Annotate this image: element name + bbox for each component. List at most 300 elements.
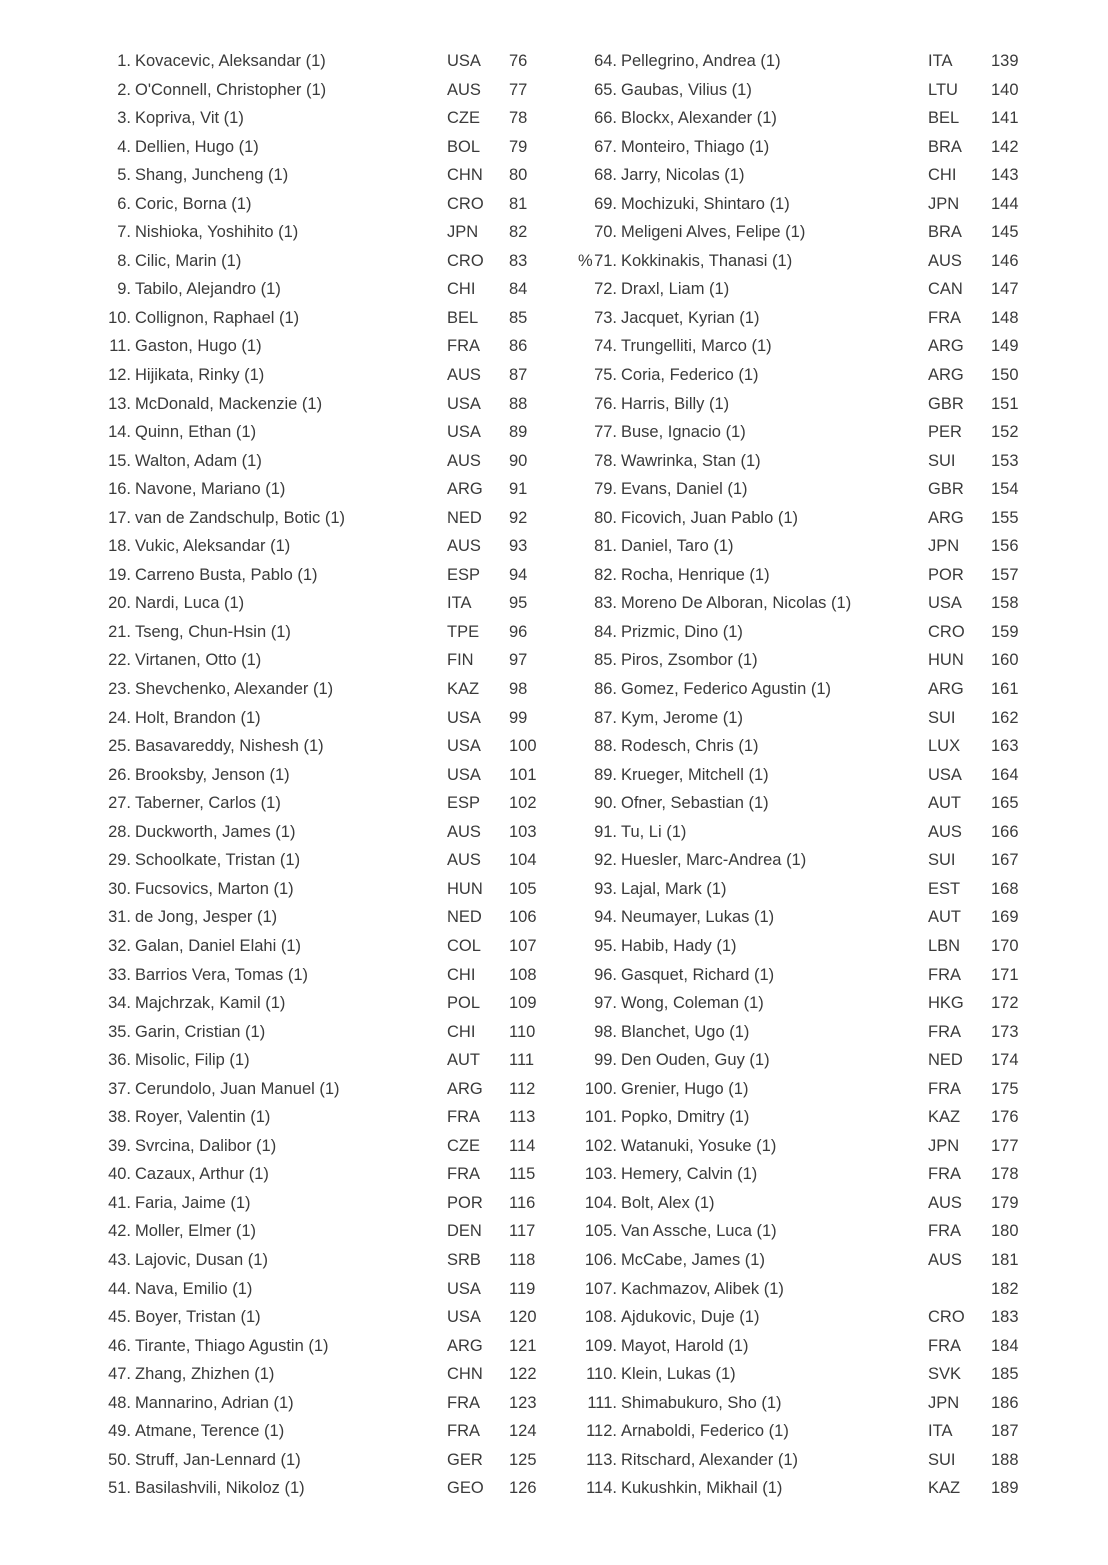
country-code: AUT [928, 908, 961, 927]
ranking: 178 [991, 1165, 1019, 1184]
country-code: SRB [447, 1250, 481, 1269]
player-name: Blockx, Alexander (1) [621, 109, 777, 128]
country-code: GER [447, 1450, 483, 1469]
country-code: BEL [928, 109, 960, 128]
ranking: 85 [509, 308, 528, 327]
country-code: AUT [928, 794, 961, 813]
entry-number: 31. [108, 908, 131, 927]
player-name: Quinn, Ethan (1) [135, 423, 257, 442]
entry-number: 51. [108, 1479, 131, 1498]
player-name: Rodesch, Chris (1) [621, 737, 759, 756]
player-name: Kym, Jerome (1) [621, 708, 743, 727]
entry-number: 97. [594, 994, 617, 1013]
list-item [0, 304, 560, 333]
ranking: 173 [991, 1022, 1019, 1041]
ranking: 106 [509, 908, 537, 927]
country-code: FRA [928, 308, 961, 327]
ranking: 174 [991, 1051, 1019, 1070]
ranking: 152 [991, 423, 1019, 442]
player-name: Van Assche, Luca (1) [621, 1222, 777, 1241]
player-name: Ajdukovic, Duje (1) [621, 1308, 760, 1327]
list-item [560, 190, 1108, 219]
player-name: Piros, Zsombor (1) [621, 651, 758, 670]
list-item [560, 961, 1108, 990]
list-item [0, 1360, 560, 1389]
entry-number: 38. [108, 1108, 131, 1127]
entry-number: 1. [117, 52, 131, 70]
ranking: 179 [991, 1193, 1019, 1212]
player-name: Blanchet, Ugo (1) [621, 1022, 750, 1041]
ranking: 145 [991, 223, 1019, 242]
player-name: Tabilo, Alejandro (1) [135, 280, 281, 299]
ranking: 110 [509, 1022, 536, 1041]
list-item [560, 1474, 1108, 1503]
list-item [0, 447, 560, 476]
ranking: 164 [991, 765, 1019, 784]
player-name: Habib, Hady (1) [621, 936, 737, 955]
list-item [0, 161, 560, 190]
ranking: 87 [509, 366, 528, 385]
ranking: 160 [991, 651, 1019, 670]
country-code: ITA [928, 1422, 953, 1441]
right-column [560, 47, 1108, 1503]
entry-mark: % [578, 251, 593, 270]
country-code: ITA [447, 594, 472, 613]
entry-number: 10. [108, 308, 131, 327]
ranking: 79 [509, 137, 528, 156]
entry-number: 112. [586, 1422, 617, 1441]
list-item [560, 418, 1108, 447]
country-code: BOL [447, 137, 481, 156]
player-name: Royer, Valentin (1) [135, 1108, 271, 1127]
ranking: 104 [509, 851, 537, 870]
player-name: van de Zandschulp, Botic (1) [135, 508, 346, 527]
entry-number: 27. [108, 794, 131, 813]
ranking: 182 [991, 1279, 1019, 1298]
list-item [560, 1446, 1108, 1475]
list-item [560, 732, 1108, 761]
ranking: 94 [509, 565, 528, 584]
entry-number: 72. [594, 280, 617, 299]
list-item [560, 1160, 1108, 1189]
entry-number: 29. [108, 851, 131, 870]
ranking: 154 [991, 480, 1019, 499]
country-code: JPN [928, 537, 960, 556]
ranking: 140 [991, 80, 1019, 99]
player-name: Barrios Vera, Tomas (1) [135, 965, 309, 984]
ranking: 115 [509, 1165, 536, 1184]
player-name: Gaston, Hugo (1) [135, 337, 262, 356]
entry-number: 106. [584, 1250, 617, 1269]
list-item [0, 903, 560, 932]
country-code: SVK [928, 1365, 962, 1384]
player-name: Cerundolo, Juan Manuel (1) [135, 1079, 340, 1098]
entry-number: 4. [117, 137, 131, 156]
player-name: Monteiro, Thiago (1) [621, 137, 770, 156]
list-item [0, 1446, 560, 1475]
entry-number: 7. [117, 223, 131, 242]
country-code: USA [447, 765, 481, 784]
list-item [560, 761, 1108, 790]
country-code: AUS [447, 822, 481, 841]
country-code: ARG [928, 366, 964, 385]
ranking: 88 [509, 394, 528, 413]
entry-number: 24. [108, 708, 131, 727]
list-item [560, 1246, 1108, 1275]
country-code: USA [447, 394, 481, 413]
entry-number: 50. [108, 1450, 131, 1469]
player-name: Moreno De Alboran, Nicolas (1) [621, 594, 852, 613]
entry-number: 81. [594, 537, 617, 556]
list-item [0, 47, 560, 76]
country-code: FRA [447, 1393, 480, 1412]
entry-number: 11. [109, 337, 131, 356]
entry-number: 48. [108, 1393, 131, 1412]
list-item [0, 475, 560, 504]
entry-number: 104. [584, 1193, 617, 1212]
entry-number: 113. [586, 1450, 617, 1469]
list-item [560, 532, 1108, 561]
entry-number: 102. [584, 1136, 617, 1155]
country-code: FRA [928, 1336, 961, 1355]
list-item [560, 1075, 1108, 1104]
ranking: 122 [509, 1365, 537, 1384]
entry-number: 2. [117, 80, 131, 99]
country-code: JPN [447, 223, 479, 242]
country-code: GBR [928, 394, 964, 413]
ranking: 124 [509, 1422, 537, 1441]
ranking: 163 [991, 737, 1019, 756]
ranking: 77 [509, 80, 528, 99]
list-item [0, 1103, 560, 1132]
country-code: CHI [447, 965, 476, 984]
list-item [560, 1389, 1108, 1418]
ranking: 97 [509, 651, 528, 670]
entry-number: 78. [594, 451, 617, 470]
ranking: 103 [509, 822, 537, 841]
ranking: 142 [991, 137, 1019, 156]
list-item [0, 818, 560, 847]
country-code: POR [447, 1193, 483, 1212]
player-name: Meligeni Alves, Felipe (1) [621, 223, 806, 242]
ranking: 119 [509, 1279, 536, 1298]
entry-number: 88. [594, 737, 617, 756]
list-item [560, 1103, 1108, 1132]
player-name: Faria, Jaime (1) [135, 1193, 251, 1212]
player-name: Wawrinka, Stan (1) [621, 451, 761, 470]
player-name: Harris, Billy (1) [621, 394, 730, 413]
ranking: 117 [509, 1222, 536, 1241]
country-code: FIN [447, 651, 474, 670]
ranking: 91 [509, 480, 528, 499]
ranking: 93 [509, 537, 528, 556]
ranking: 107 [509, 936, 537, 955]
country-code: KAZ [447, 680, 480, 699]
list-item [0, 1332, 560, 1361]
country-code: NED [447, 508, 482, 527]
country-code: USA [447, 1279, 481, 1298]
list-item [560, 1132, 1108, 1161]
entry-number: 108. [584, 1308, 617, 1327]
player-name: Kukushkin, Mikhail (1) [621, 1479, 783, 1498]
country-code: FRA [928, 1022, 961, 1041]
entry-number: 101. [584, 1108, 617, 1127]
list-item [560, 589, 1108, 618]
list-item [0, 875, 560, 904]
list-item [0, 618, 560, 647]
entry-number: 43. [108, 1250, 131, 1269]
list-item [0, 1132, 560, 1161]
ranking: 112 [509, 1079, 536, 1098]
ranking: 105 [509, 879, 537, 898]
entry-number: 21. [108, 622, 131, 641]
ranking: 147 [991, 280, 1019, 299]
player-name: Zhang, Zhizhen (1) [135, 1365, 275, 1384]
country-code: COL [447, 936, 481, 955]
entry-number: 85. [594, 651, 617, 670]
ranking: 156 [991, 537, 1019, 556]
country-code: ARG [928, 680, 964, 699]
player-name: Trungelliti, Marco (1) [621, 337, 772, 356]
country-code: CRO [447, 251, 484, 270]
ranking: 99 [509, 708, 528, 727]
list-item [560, 1046, 1108, 1075]
list-item [0, 646, 560, 675]
list-item [0, 1046, 560, 1075]
ranking: 167 [991, 851, 1019, 870]
entry-number: 67. [594, 137, 617, 156]
country-code: FRA [447, 1108, 480, 1127]
ranking: 89 [509, 423, 528, 442]
ranking: 102 [509, 794, 537, 813]
list-item [560, 789, 1108, 818]
list-item [0, 247, 560, 276]
entry-number: 109. [584, 1336, 617, 1355]
country-code: ESP [447, 565, 481, 584]
country-code: CHI [447, 1022, 476, 1041]
list-item [560, 275, 1108, 304]
entry-number: 30. [108, 879, 131, 898]
country-code: BRA [928, 223, 962, 242]
list-item [560, 618, 1108, 647]
ranking: 144 [991, 194, 1019, 213]
country-code: JPN [928, 194, 960, 213]
country-code: TPE [447, 622, 480, 641]
player-name: Navone, Mariano (1) [135, 480, 286, 499]
player-name: Evans, Daniel (1) [621, 480, 748, 499]
player-name: Jarry, Nicolas (1) [621, 166, 745, 185]
entry-number: 28. [108, 822, 131, 841]
player-name: McDonald, Mackenzie (1) [135, 394, 323, 413]
player-name: Draxl, Liam (1) [621, 280, 730, 299]
ranking: 153 [991, 451, 1019, 470]
country-code: CRO [928, 1308, 965, 1327]
country-code: DEN [447, 1222, 482, 1241]
country-code: ARG [447, 480, 483, 499]
entry-number: 46. [108, 1336, 131, 1355]
country-code: AUS [447, 366, 481, 385]
country-code: LUX [928, 737, 961, 756]
country-code: BRA [928, 137, 962, 156]
list-item [560, 104, 1108, 133]
list-item [560, 989, 1108, 1018]
entry-number: 44. [108, 1279, 131, 1298]
country-code: FRA [928, 1165, 961, 1184]
list-item [0, 932, 560, 961]
ranking: 92 [509, 508, 528, 527]
list-item [0, 675, 560, 704]
entry-number: 35. [108, 1022, 131, 1041]
player-name: Kovacevic, Aleksandar (1) [135, 52, 326, 70]
ranking: 95 [509, 594, 528, 613]
list-item [0, 589, 560, 618]
ranking: 159 [991, 622, 1019, 641]
player-name: Schoolkate, Tristan (1) [135, 851, 301, 870]
entry-number: 65. [594, 80, 617, 99]
list-item [0, 504, 560, 533]
country-code: FRA [447, 1165, 480, 1184]
entry-number: 64. [594, 52, 617, 70]
list-item [560, 818, 1108, 847]
ranking: 183 [991, 1308, 1019, 1327]
player-name: Dellien, Hugo (1) [135, 137, 259, 156]
country-code: AUS [447, 451, 481, 470]
entry-number: 111. [587, 1393, 617, 1412]
country-code: CZE [447, 109, 480, 128]
country-code: USA [447, 52, 481, 70]
player-name: Cazaux, Arthur (1) [135, 1165, 269, 1184]
list-item [0, 1417, 560, 1446]
entry-number: 8. [117, 251, 131, 270]
player-name: Collignon, Raphael (1) [135, 308, 300, 327]
entry-number: 82. [594, 565, 617, 584]
entry-number: 49. [108, 1422, 131, 1441]
ranking: 188 [991, 1450, 1019, 1469]
ranking: 146 [991, 251, 1019, 270]
player-name: Klein, Lukas (1) [621, 1365, 736, 1384]
entry-number: 19. [108, 565, 131, 584]
country-code: AUS [928, 251, 962, 270]
player-name: Bolt, Alex (1) [621, 1193, 715, 1212]
list-item [560, 218, 1108, 247]
list-item [0, 1246, 560, 1275]
player-name: Watanuki, Yosuke (1) [621, 1136, 777, 1155]
entry-number: 41. [108, 1193, 131, 1212]
list-item [0, 989, 560, 1018]
country-code: CZE [447, 1136, 480, 1155]
country-code: FRA [928, 965, 961, 984]
entry-number: 40. [108, 1165, 131, 1184]
entry-number: 22. [108, 651, 131, 670]
ranking: 172 [991, 994, 1019, 1013]
country-code: NED [447, 908, 482, 927]
entry-number: 5. [117, 166, 131, 185]
entry-number: 83. [594, 594, 617, 613]
country-code: JPN [928, 1393, 960, 1412]
player-name: Vukic, Aleksandar (1) [135, 537, 291, 556]
list-item [0, 704, 560, 733]
list-item [560, 846, 1108, 875]
player-name: Basilashvili, Nikoloz (1) [135, 1479, 305, 1498]
ranking: 113 [509, 1108, 536, 1127]
country-code: SUI [928, 708, 956, 727]
ranking: 184 [991, 1336, 1019, 1355]
entry-number: 42. [108, 1222, 131, 1241]
ranking: 118 [509, 1250, 536, 1269]
country-code: LTU [928, 80, 958, 99]
entry-number: 14. [108, 423, 131, 442]
country-code: EST [928, 879, 961, 898]
country-code: ITA [928, 52, 953, 70]
list-item [560, 47, 1108, 76]
ranking: 171 [991, 965, 1019, 984]
list-item [560, 932, 1108, 961]
ranking: 187 [991, 1422, 1019, 1441]
ranking: 168 [991, 879, 1019, 898]
player-name: Misolic, Filip (1) [135, 1051, 250, 1070]
list-item [0, 1189, 560, 1218]
player-name: Atmane, Terence (1) [135, 1422, 285, 1441]
player-name: Tu, Li (1) [621, 822, 687, 841]
player-name: Svrcina, Dalibor (1) [135, 1136, 277, 1155]
list-item [560, 675, 1108, 704]
ranking: 141 [991, 109, 1019, 128]
list-item [0, 761, 560, 790]
ranking: 148 [991, 308, 1019, 327]
entry-number: 18. [108, 537, 131, 556]
player-name: Den Ouden, Guy (1) [621, 1051, 770, 1070]
player-name: McCabe, James (1) [621, 1250, 765, 1269]
entry-number: 39. [108, 1136, 131, 1155]
list-item [560, 133, 1108, 162]
country-code: FRA [447, 337, 480, 356]
player-name: O'Connell, Christopher (1) [135, 80, 327, 99]
list-item [560, 247, 1108, 276]
country-code: SUI [928, 851, 956, 870]
ranking: 109 [509, 994, 537, 1013]
list-item [0, 190, 560, 219]
country-code: USA [928, 765, 962, 784]
ranking: 189 [991, 1479, 1019, 1498]
entry-number: 74. [594, 337, 617, 356]
ranking: 175 [991, 1079, 1019, 1098]
country-code: AUS [928, 1250, 962, 1269]
entry-number: 69. [594, 194, 617, 213]
list-item [560, 390, 1108, 419]
entry-number: 37. [108, 1079, 131, 1098]
entry-number: 107. [584, 1279, 617, 1298]
country-code: USA [928, 594, 962, 613]
list-item [560, 646, 1108, 675]
ranking: 166 [991, 822, 1019, 841]
list-item [0, 1075, 560, 1104]
entry-number: 16. [108, 480, 131, 499]
ranking: 149 [991, 337, 1019, 356]
entry-number: 66. [594, 109, 617, 128]
ranking: 120 [509, 1308, 537, 1327]
country-code: LBN [928, 936, 961, 955]
country-code: JPN [928, 1136, 960, 1155]
ranking: 177 [991, 1136, 1019, 1155]
list-item [0, 561, 560, 590]
entry-number: 68. [594, 166, 617, 185]
player-name: Nishioka, Yoshihito (1) [135, 223, 299, 242]
ranking: 170 [991, 936, 1019, 955]
player-name: Gaubas, Vilius (1) [621, 80, 752, 99]
country-code: ARG [447, 1079, 483, 1098]
ranking: 83 [509, 251, 528, 270]
entry-number: 99. [594, 1051, 617, 1070]
